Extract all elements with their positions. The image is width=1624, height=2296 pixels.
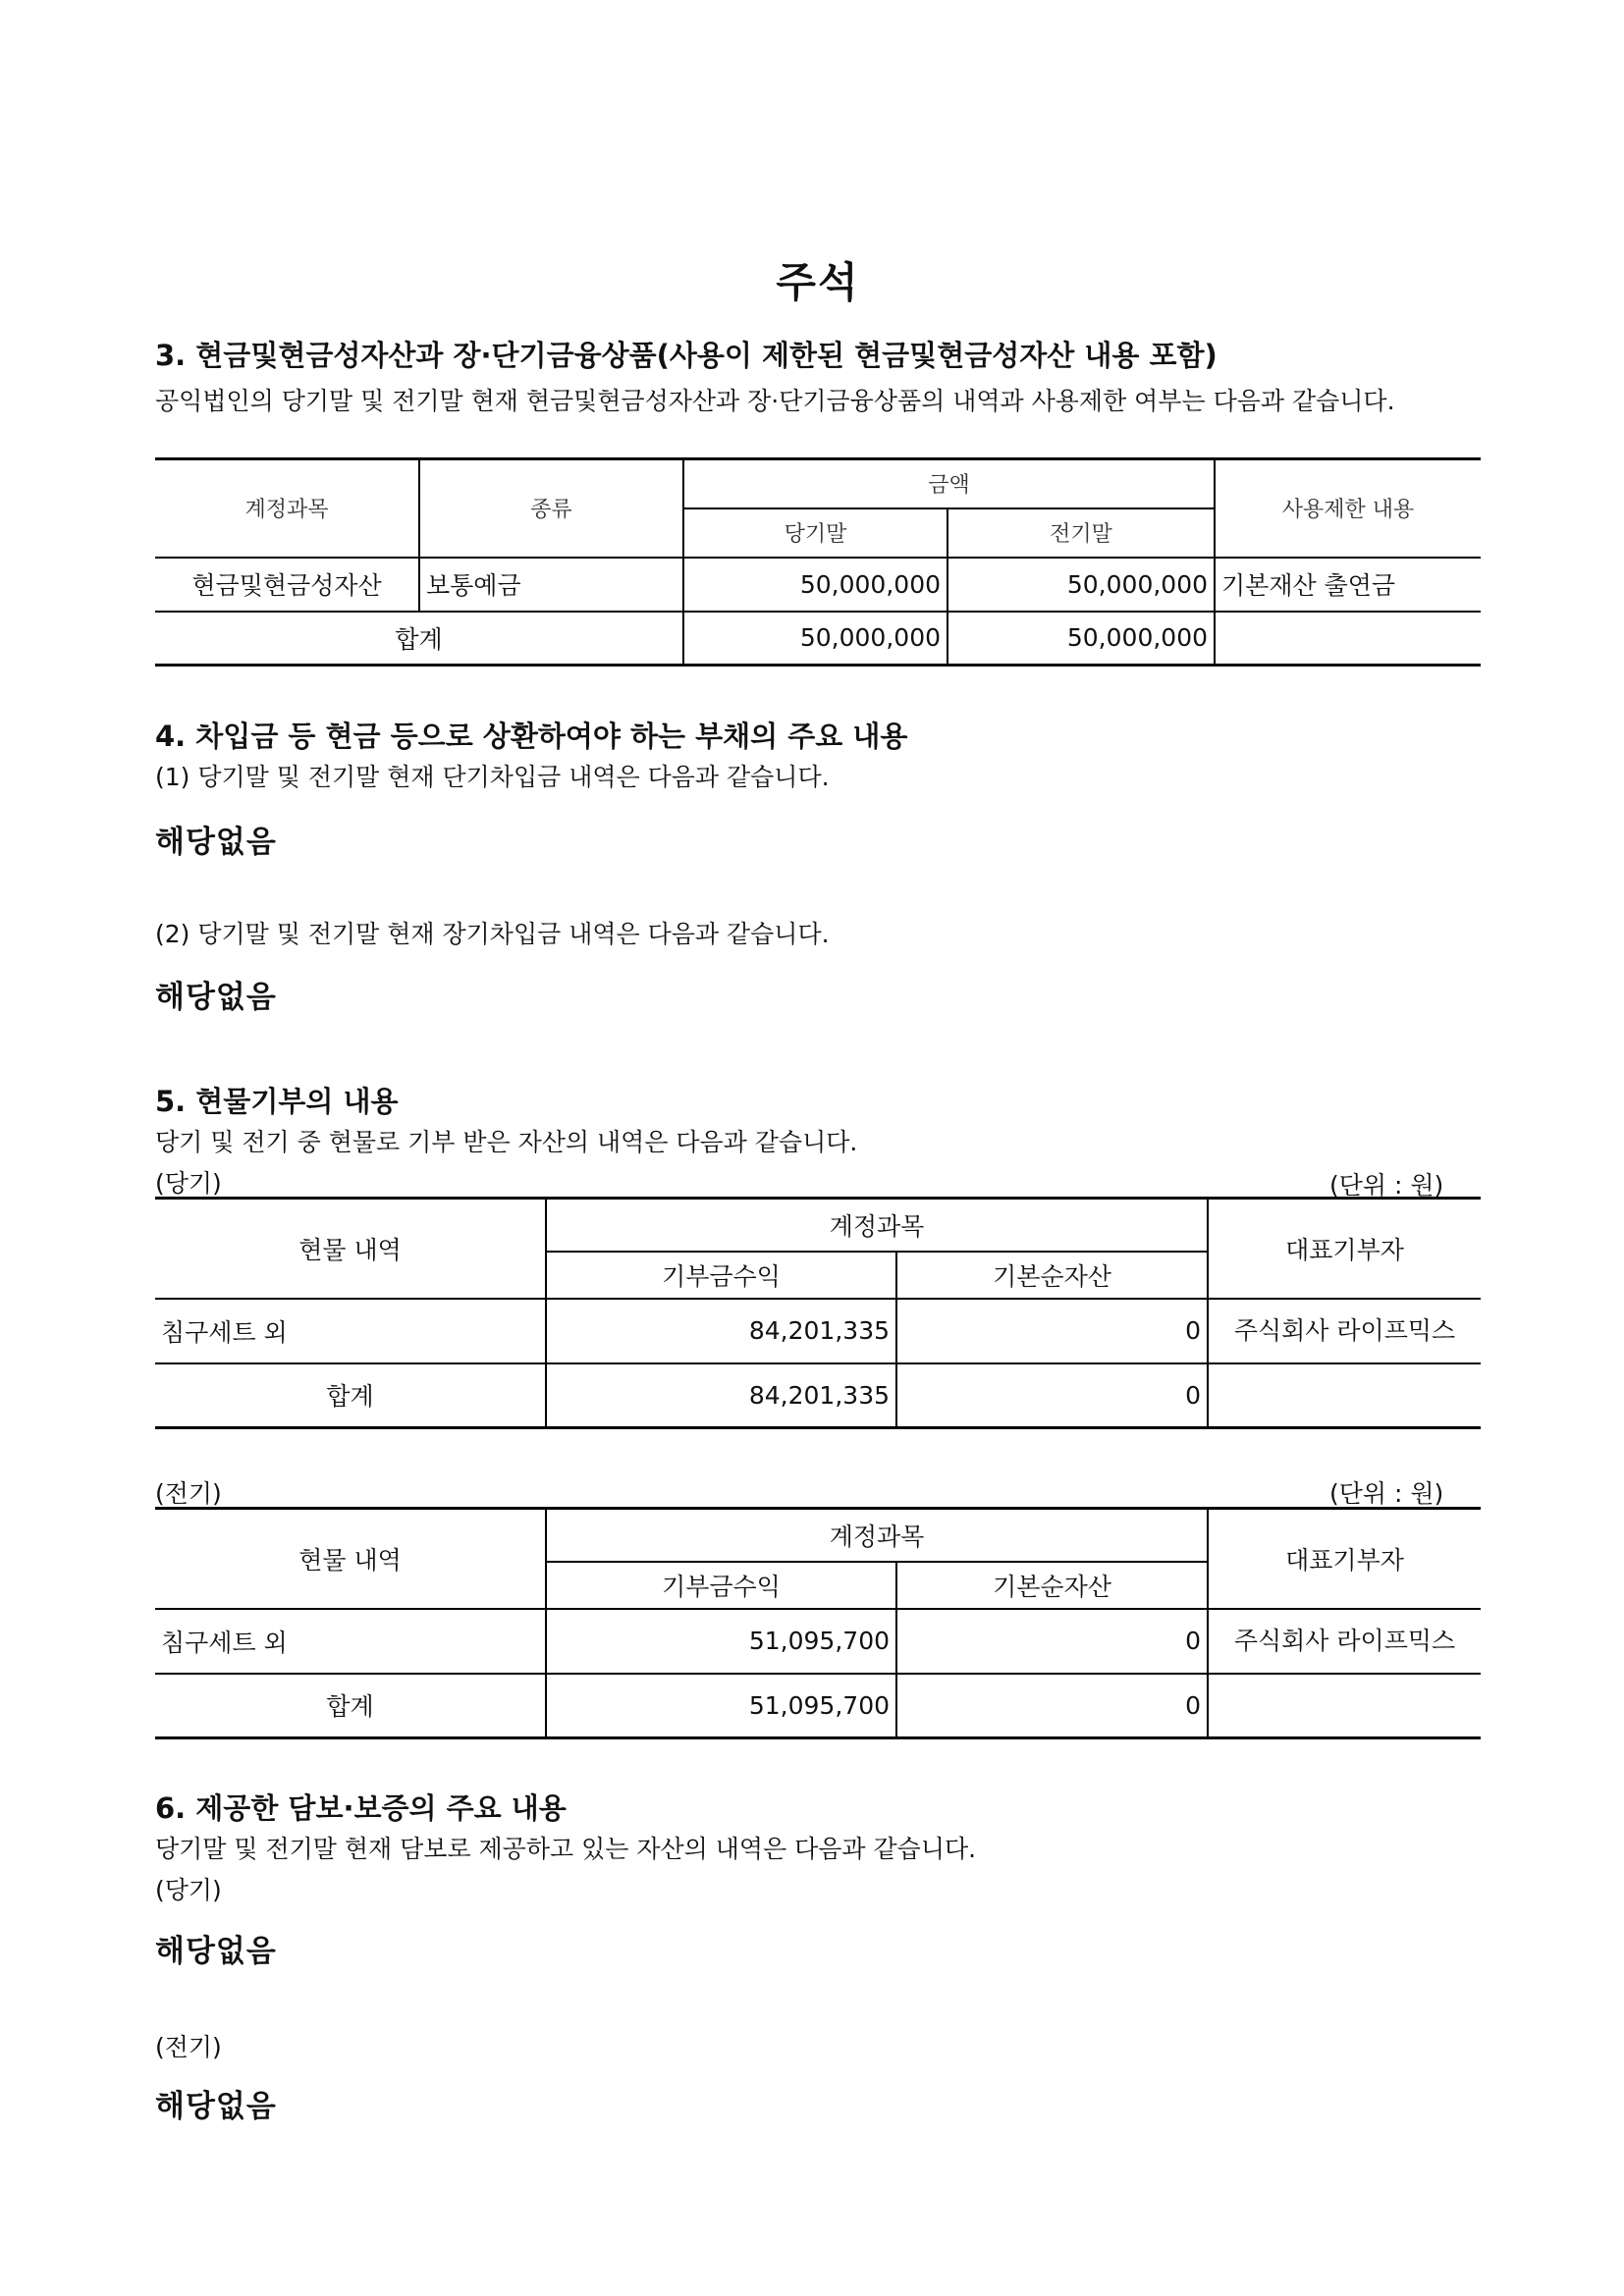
row-donation-income: 51,095,700 bbox=[546, 1609, 896, 1674]
total-label: 합계 bbox=[155, 1363, 546, 1428]
total-current-amount: 50,000,000 bbox=[683, 612, 947, 666]
header-donor: 대표기부자 bbox=[1208, 1199, 1481, 1299]
short-term-not-applicable: 해당없음 bbox=[155, 825, 277, 860]
header-donation-income: 기부금수익 bbox=[546, 1252, 896, 1299]
current-unit-label: (단위 : 원) bbox=[1329, 1171, 1444, 1200]
total-basic-net-assets: 0 bbox=[896, 1363, 1208, 1428]
collateral-prior-label: (전기) bbox=[155, 2033, 222, 2061]
total-label: 합계 bbox=[155, 612, 683, 666]
row-donor: 주식회사 라이프믹스 bbox=[1208, 1609, 1481, 1674]
header-type: 종류 bbox=[419, 459, 683, 558]
header-item: 현물 내역 bbox=[155, 1199, 546, 1299]
short-term-borrowings-text: (1) 당기말 및 전기말 현재 단기차입금 내역은 다음과 같습니다. bbox=[155, 763, 830, 791]
total-donor bbox=[1208, 1363, 1481, 1428]
row-type: 보통예금 bbox=[419, 558, 683, 612]
prior-unit-label: (단위 : 원) bbox=[1329, 1479, 1444, 1508]
row-account: 현금및현금성자산 bbox=[155, 558, 419, 612]
prior-period-label: (전기) bbox=[155, 1479, 222, 1508]
header-item: 현물 내역 bbox=[155, 1509, 546, 1609]
collateral-current-not-applicable: 해당없음 bbox=[155, 1934, 277, 1969]
row-basic-net-assets: 0 bbox=[896, 1299, 1208, 1363]
section-3-description: 공익법인의 당기말 및 전기말 현재 현금및현금성자산과 장·단기금융상품의 내역과 사용제한 여부는 다음과 같습니다. bbox=[155, 387, 1395, 415]
row-item: 침구세트 외 bbox=[155, 1609, 546, 1674]
section-6-heading: 6. 제공한 담보·보증의 주요 내용 bbox=[155, 1791, 567, 1825]
row-prior-amount: 50,000,000 bbox=[947, 558, 1215, 612]
header-prior-period: 전기말 bbox=[947, 508, 1215, 558]
page-title: 주석 bbox=[776, 258, 860, 306]
row-donor: 주식회사 라이프믹스 bbox=[1208, 1299, 1481, 1363]
header-donation-income: 기부금수익 bbox=[546, 1562, 896, 1609]
cash-equivalents-table bbox=[155, 457, 1481, 667]
total-basic-net-assets: 0 bbox=[896, 1674, 1208, 1738]
total-label: 합계 bbox=[155, 1674, 546, 1738]
section-5-description: 당기 및 전기 중 현물로 기부 받은 자산의 내역은 다음과 같습니다. bbox=[155, 1128, 858, 1156]
current-period-label: (당기) bbox=[155, 1169, 222, 1198]
header-account: 계정과목 bbox=[546, 1509, 1208, 1562]
row-donation-income: 84,201,335 bbox=[546, 1299, 896, 1363]
total-restriction bbox=[1215, 612, 1481, 666]
prior-in-kind-donation-table bbox=[155, 1507, 1481, 1739]
row-item: 침구세트 외 bbox=[155, 1299, 546, 1363]
current-in-kind-donation-table bbox=[155, 1197, 1481, 1429]
collateral-current-label: (당기) bbox=[155, 1876, 222, 1904]
row-restriction: 기본재산 출연금 bbox=[1215, 558, 1481, 612]
header-account: 계정과목 bbox=[155, 459, 419, 558]
header-account: 계정과목 bbox=[546, 1199, 1208, 1252]
header-restriction: 사용제한 내용 bbox=[1215, 459, 1481, 558]
long-term-borrowings-text: (2) 당기말 및 전기말 현재 장기차입금 내역은 다음과 같습니다. bbox=[155, 920, 830, 948]
header-current-period: 당기말 bbox=[683, 508, 947, 558]
header-donor: 대표기부자 bbox=[1208, 1509, 1481, 1609]
collateral-prior-not-applicable: 해당없음 bbox=[155, 2089, 277, 2124]
header-basic-net-assets: 기본순자산 bbox=[896, 1252, 1208, 1299]
section-5-heading: 5. 현물기부의 내용 bbox=[155, 1085, 399, 1118]
total-donation-income: 84,201,335 bbox=[546, 1363, 896, 1428]
section-6-description: 당기말 및 전기말 현재 담보로 제공하고 있는 자산의 내역은 다음과 같습니다. bbox=[155, 1835, 977, 1863]
total-donor bbox=[1208, 1674, 1481, 1738]
section-4-heading: 4. 차입금 등 현금 등으로 상환하여야 하는 부채의 주요 내용 bbox=[155, 720, 908, 753]
total-donation-income: 51,095,700 bbox=[546, 1674, 896, 1738]
header-basic-net-assets: 기본순자산 bbox=[896, 1562, 1208, 1609]
row-current-amount: 50,000,000 bbox=[683, 558, 947, 612]
long-term-not-applicable: 해당없음 bbox=[155, 980, 277, 1015]
total-prior-amount: 50,000,000 bbox=[947, 612, 1215, 666]
header-amount: 금액 bbox=[683, 459, 1215, 508]
row-basic-net-assets: 0 bbox=[896, 1609, 1208, 1674]
section-3-heading: 3. 현금및현금성자산과 장·단기금융상품(사용이 제한된 현금및현금성자산 내용 포함) bbox=[155, 339, 1218, 372]
